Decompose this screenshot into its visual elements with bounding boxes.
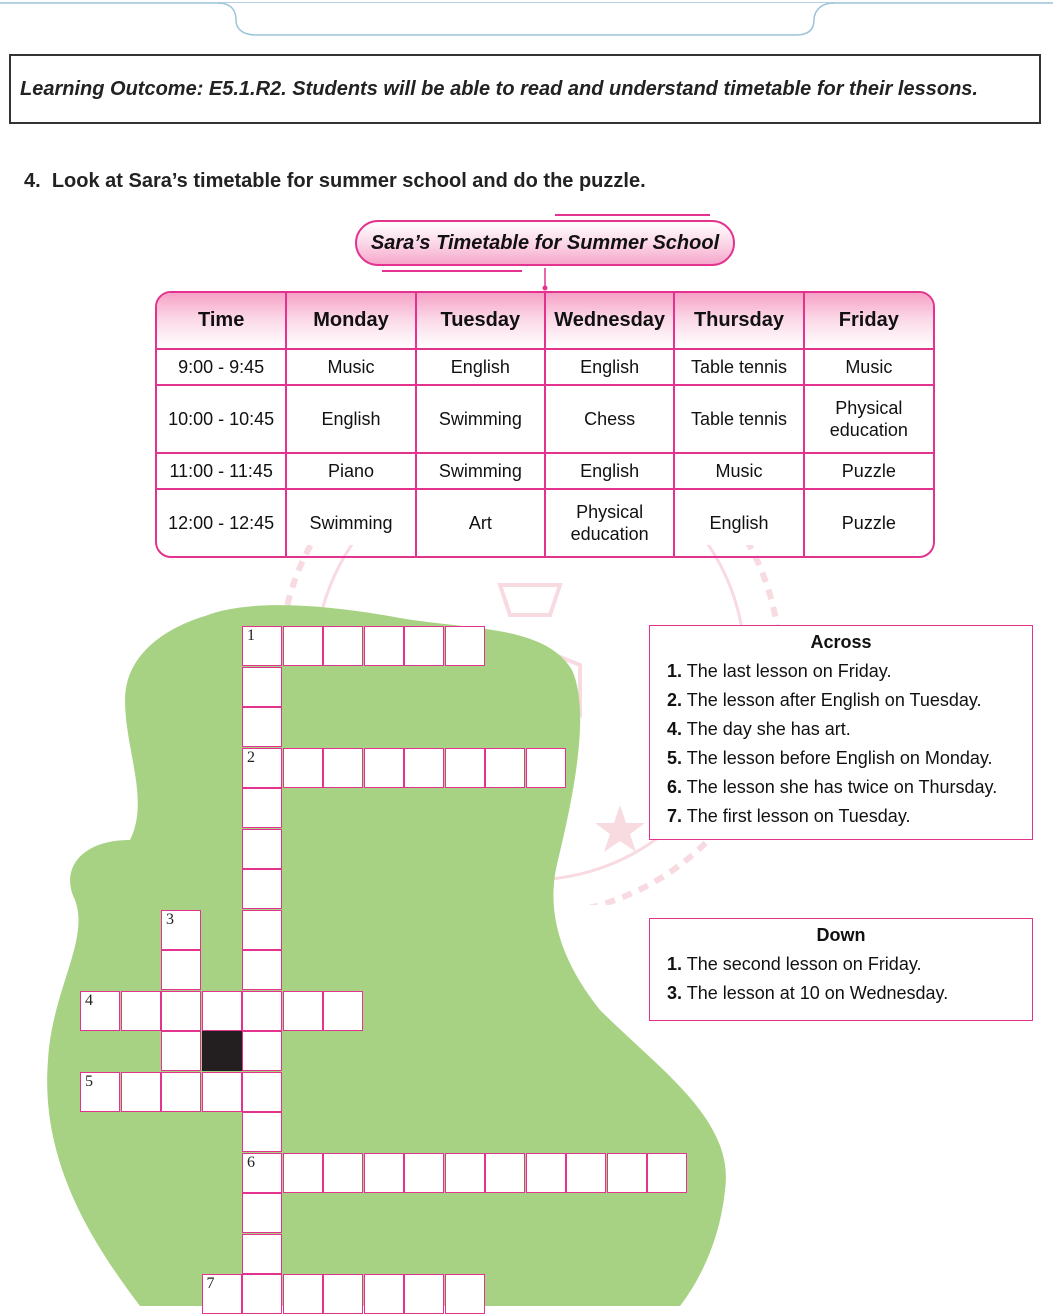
crossword-cell[interactable] [404, 1274, 444, 1314]
clue-number-label: 7 [206, 1275, 215, 1292]
crossword-cell[interactable] [242, 707, 282, 747]
across-heading: Across [810, 632, 872, 652]
table-cell: 9:00 - 9:45 [157, 349, 286, 385]
crossword-cell[interactable] [242, 788, 282, 828]
task-text: Look at Sara’s timetable for summer school and do the puzzle. [51, 170, 646, 192]
crossword-cell[interactable] [242, 667, 282, 707]
crossword-cell[interactable] [323, 1153, 363, 1193]
crossword-cell[interactable] [647, 1153, 687, 1193]
crossword-cell[interactable] [202, 1072, 242, 1112]
clue-number-label: 1 [247, 627, 255, 644]
table-cell: Swimming [416, 453, 545, 489]
down-clue: 1. The second lesson on Friday. [667, 954, 922, 974]
crossword-cell[interactable] [283, 991, 323, 1031]
down-clue: 3. The lesson at 10 on Wednesday. [667, 983, 949, 1003]
crossword-cell[interactable] [364, 1153, 404, 1193]
table-cell: English [674, 489, 803, 556]
crossword-cell[interactable] [445, 626, 485, 666]
table-cell: Music [804, 349, 933, 385]
across-clues-box [649, 625, 1033, 840]
crossword-cell[interactable] [242, 1274, 282, 1314]
crossword-cell[interactable] [364, 748, 404, 788]
clue-number-label: 5 [85, 1072, 93, 1090]
table-cell: Table tennis [674, 385, 803, 454]
clue-number-label: 2 [247, 748, 255, 766]
down-clues-box [649, 918, 1033, 1021]
clue-number-label: 4 [85, 991, 93, 1009]
table-row [157, 385, 933, 454]
crossword-cell[interactable] [526, 748, 566, 788]
crossword-cell[interactable] [404, 748, 444, 788]
crossword-cell[interactable] [242, 869, 282, 909]
across-clue: 1. The last lesson on Friday. [667, 661, 892, 681]
learning-outcome-box [9, 54, 1041, 124]
across-clue: 6. The lesson she has twice on Thursday. [667, 777, 998, 797]
timetable-grid [157, 293, 933, 556]
table-cell: English [545, 453, 674, 489]
table-cell: 10:00 - 10:45 [157, 385, 286, 454]
crossword-cell[interactable] [242, 1112, 282, 1152]
crossword-cell[interactable] [283, 626, 323, 666]
crossword-cell[interactable] [283, 748, 323, 788]
table-cell: Music [674, 453, 803, 489]
header-wednesday: Wednesday [545, 293, 674, 349]
timetable [155, 291, 935, 558]
crossword-cell[interactable] [364, 626, 404, 666]
table-cell: Art [416, 489, 545, 556]
table-cell: Music [286, 349, 415, 385]
task-number: 4. [24, 170, 41, 192]
crossword-cell[interactable] [242, 1193, 282, 1233]
crossword-cell[interactable] [242, 829, 282, 869]
crossword-cell[interactable] [404, 626, 444, 666]
across-clue: 7. The first lesson on Tuesday. [667, 806, 911, 826]
crossword-cell[interactable] [121, 1072, 161, 1112]
crossword-cell[interactable] [323, 991, 363, 1031]
crossword-cell[interactable] [485, 748, 525, 788]
crossword-cell[interactable] [566, 1153, 606, 1193]
table-cell: English [545, 349, 674, 385]
table-cell: English [416, 349, 545, 385]
crossword-cell[interactable] [445, 1274, 485, 1314]
header-friday: Friday [804, 293, 933, 349]
learning-outcome-text: Learning Outcome: E5.1.R2. Students will be able to read and understand timetable for their lessons. [20, 77, 978, 100]
crossword-cell[interactable] [283, 1153, 323, 1193]
crossword-background-blob [0, 600, 760, 1306]
crossword-cell[interactable] [242, 950, 282, 990]
header-thursday: Thursday [674, 293, 803, 349]
task-instruction [24, 170, 646, 193]
header-time: Time [157, 293, 286, 349]
clue-number-label: 3 [166, 910, 174, 928]
crossword-cell[interactable] [323, 626, 363, 666]
header-monday: Monday [286, 293, 415, 349]
table-row [157, 453, 933, 489]
table-cell: Puzzle [841, 512, 896, 533]
crossword-cell[interactable] [161, 1031, 201, 1071]
crossword-cell[interactable] [161, 950, 201, 990]
table-row [157, 489, 933, 556]
table-cell: Physical education [804, 385, 933, 454]
crossword-cell[interactable] [161, 991, 201, 1031]
across-clue: 5. The lesson before English on Monday. [667, 748, 993, 768]
table-cell: Physical education [545, 489, 674, 556]
table-cell: Piano [286, 453, 415, 489]
crossword-cell[interactable] [202, 991, 242, 1031]
top-decoration [0, 0, 1053, 40]
crossword-cell[interactable] [607, 1153, 647, 1193]
across-clue: 4. The day she has art. [667, 719, 851, 739]
crossword-cell[interactable] [485, 1153, 525, 1193]
table-row [157, 349, 933, 385]
crossword-cell[interactable] [283, 1274, 323, 1314]
crossword-cell[interactable] [242, 910, 282, 950]
crossword-cell[interactable] [242, 1234, 282, 1274]
crossword-blocked-cell [202, 1031, 242, 1071]
table-cell: Swimming [416, 385, 545, 454]
table-cell: Swimming [286, 489, 415, 556]
crossword-cell[interactable] [445, 1153, 485, 1193]
timetable-title [355, 220, 735, 266]
crossword-cell[interactable] [242, 1031, 282, 1071]
timetable-title-text: Sara’s Timetable for Summer School [370, 231, 720, 254]
crossword-cell[interactable] [364, 1274, 404, 1314]
crossword-cell[interactable] [445, 748, 485, 788]
table-cell: English [286, 385, 415, 454]
timetable-header-row [157, 293, 933, 349]
across-clue: 2. The lesson after English on Tuesday. [667, 690, 982, 710]
crossword-cell[interactable] [526, 1153, 566, 1193]
clue-number-label: 6 [247, 1153, 255, 1171]
crossword-cell[interactable] [242, 991, 282, 1031]
crossword-cell[interactable] [161, 1072, 201, 1112]
table-cell: Chess [545, 385, 674, 454]
crossword-cell[interactable] [404, 1153, 444, 1193]
down-heading: Down [816, 925, 866, 945]
crossword-cell[interactable] [323, 748, 363, 788]
table-cell: 11:00 - 11:45 [157, 453, 286, 489]
crossword-cell[interactable] [121, 991, 161, 1031]
table-cell: Puzzle [804, 453, 933, 489]
crossword-cell[interactable] [242, 1072, 282, 1112]
header-tuesday: Tuesday [416, 293, 545, 349]
table-cell: 12:00 - 12:45 [157, 489, 286, 556]
table-cell: Table tennis [674, 349, 803, 385]
crossword-cell[interactable] [323, 1274, 363, 1314]
